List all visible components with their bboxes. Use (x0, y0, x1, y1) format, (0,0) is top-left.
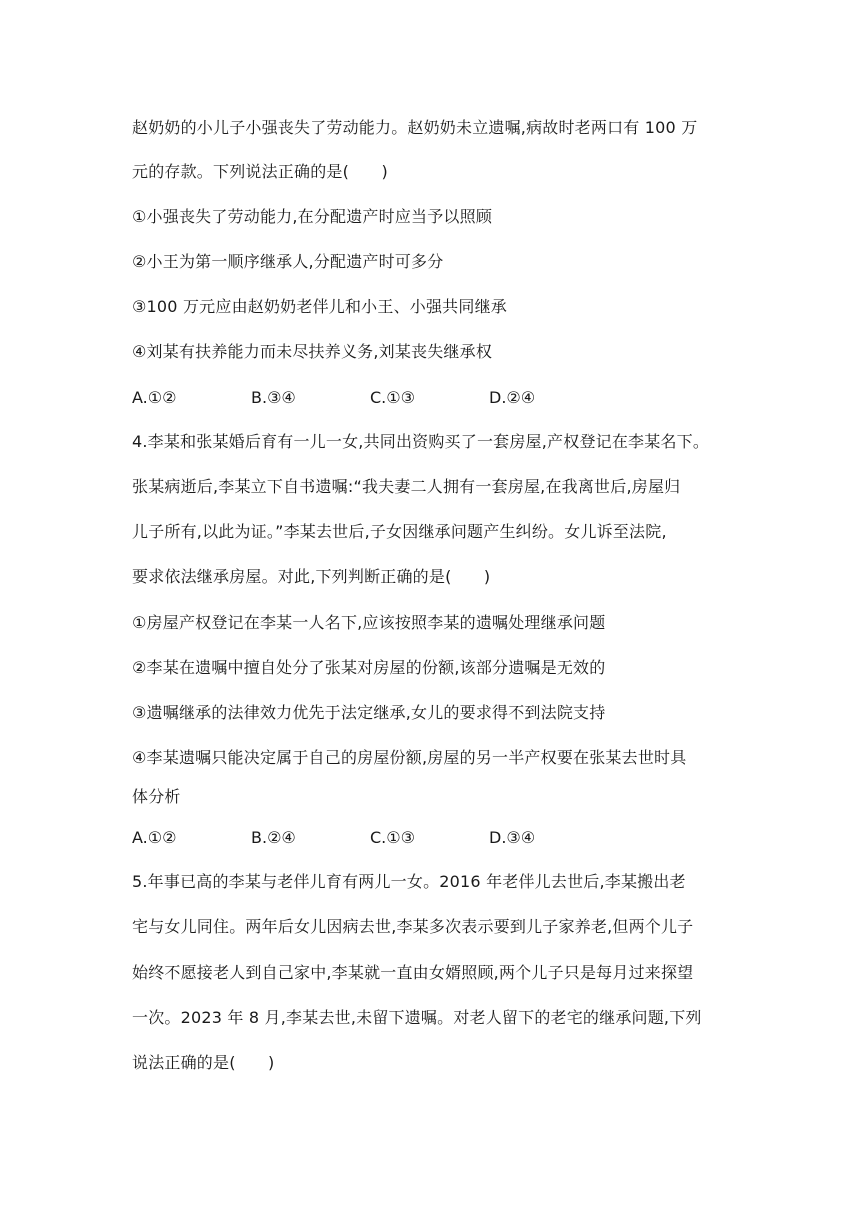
q4-statement-2: ②李某在遗嘱中擅自处分了张某对房屋的份额,该部分遗嘱是无效的 (132, 658, 606, 677)
q3-statement-4: ④刘某有扶养能力而未尽扶养义务,刘某丧失继承权 (132, 342, 493, 361)
q3-option-b: B.③④ (251, 388, 296, 407)
q3-option-d: D.②④ (489, 388, 536, 407)
q4-statement-4-continued: 体分析 (132, 787, 181, 806)
q4-stem-line-3: 儿子所有,以此为证。”李某去世后,子女因继承问题产生纠纷。女儿诉至法院, (132, 522, 667, 541)
q3-statement-1: ①小强丧失了劳动能力,在分配遗产时应当予以照顾 (132, 207, 493, 226)
q4-option-c: C.①③ (370, 828, 415, 847)
q5-stem-line-3: 始终不愿接老人到自己家中,李某就一直由女婿照顾,两个儿子只是每月过来探望 (132, 963, 694, 982)
q3-option-c: C.①③ (370, 388, 415, 407)
q3-stem-line-1: 赵奶奶的小儿子小强丧失了劳动能力。赵奶奶未立遗嘱,病故时老两口有 100 万 (132, 118, 698, 137)
q5-stem-line-2: 宅与女儿同住。两年后女儿因病去世,李某多次表示要到儿子家养老,但两个儿子 (132, 917, 694, 936)
q4-statement-3: ③遗嘱继承的法律效力优先于法定继承,女儿的要求得不到法院支持 (132, 703, 606, 722)
q4-statement-1: ①房屋产权登记在李某一人名下,应该按照李某的遗嘱处理继承问题 (132, 613, 606, 632)
q4-option-d: D.③④ (489, 828, 536, 847)
q3-stem-line-2: 元的存款。下列说法正确的是( ) (132, 162, 388, 181)
q4-stem-line-4: 要求依法继承房屋。对此,下列判断正确的是( ) (132, 567, 491, 586)
q4-stem-line-2: 张某病逝后,李某立下自书遗嘱:“我夫妻二人拥有一套房屋,在我离世后,房屋归 (132, 477, 681, 496)
q3-option-a: A.①② (132, 388, 177, 407)
q4-stem-line-1: 4.李某和张某婚后育有一儿一女,共同出资购买了一套房屋,产权登记在李某名下。 (132, 432, 710, 451)
q3-statement-2: ②小王为第一顺序继承人,分配遗产时可多分 (132, 252, 444, 271)
q4-option-a: A.①② (132, 828, 177, 847)
q5-stem-line-1: 5.年事已高的李某与老伴儿育有两儿一女。2016 年老伴儿去世后,李某搬出老 (132, 872, 686, 891)
q5-stem-line-5: 说法正确的是( ) (132, 1053, 275, 1072)
q3-statement-3: ③100 万元应由赵奶奶老伴儿和小王、小强共同继承 (132, 297, 507, 316)
q5-stem-line-4: 一次。2023 年 8 月,李某去世,未留下遗嘱。对老人留下的老宅的继承问题,下列 (132, 1008, 702, 1027)
q4-statement-4: ④李某遗嘱只能决定属于自己的房屋份额,房屋的另一半产权要在张某去世时具 (132, 748, 687, 767)
q4-option-b: B.②④ (251, 828, 296, 847)
